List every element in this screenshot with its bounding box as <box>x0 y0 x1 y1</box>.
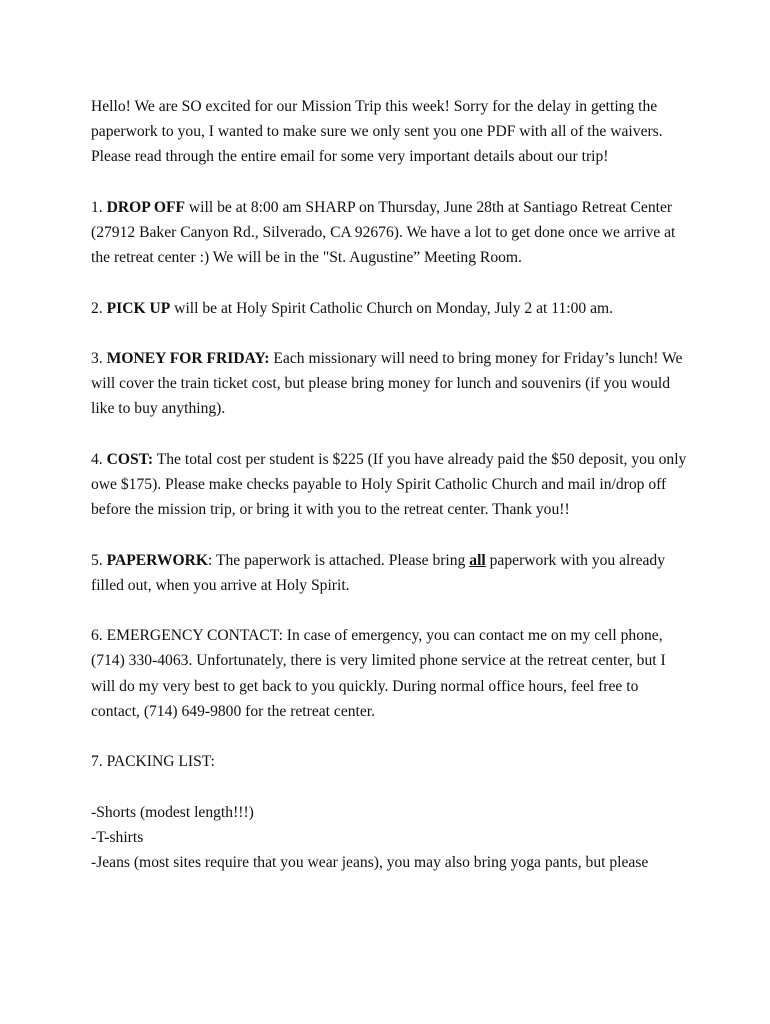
item-text: The total cost per student is $225 (If you have already paid the $50 deposit, you only owe $175). Please make checks payable to Holy Spirit Catholic Church and mail in/drop off before the mission trip, or bring it with you to the retreat center. Thank you!! <box>91 450 687 519</box>
item-drop-off <box>91 195 691 271</box>
item-text: : The paperwork is attached. Please bring <box>208 551 470 569</box>
item-text: EMERGENCY CONTACT: In case of emergency, you can contact me on my cell phone, (714) 330-4063. Unfortunately, there is very limited phone service at the retreat center, but I will do my very best to get back to you quickly. During normal office hours, feel free to contact, (714) 649-9800 for the retreat center. <box>91 627 666 720</box>
item-text: will be at Holy Spirit Catholic Church on Monday, July 2 at 11:00 am. <box>170 299 614 317</box>
item-label: COST: <box>106 450 154 468</box>
document-body <box>91 94 691 875</box>
item-label: PAPERWORK <box>106 551 208 569</box>
item-number: 1. <box>91 198 103 216</box>
item-text: paperwork with you already filled out, when you arrive at Holy Spirit. <box>91 551 666 594</box>
item-emergency-contact <box>91 623 691 724</box>
item-paperwork <box>91 548 691 598</box>
item-number: 6. <box>91 627 103 645</box>
item-label: DROP OFF <box>106 198 186 216</box>
item-cost <box>91 447 691 523</box>
item-money-for-friday <box>91 346 691 422</box>
packing-list-item: -Jeans (most sites require that you wear jeans), you may also bring yoga pants, but please <box>91 853 649 871</box>
item-number: 7. <box>91 753 103 771</box>
item-number: 5. <box>91 551 103 569</box>
item-text: Each missionary will need to bring money for Friday’s lunch! We will cover the train ticket cost, but please bring money for lunch and souvenirs (if you would like to buy anything). <box>91 349 683 418</box>
packing-list-item: -Shorts (modest length!!!) <box>91 803 254 821</box>
item-number: 3. <box>91 349 103 367</box>
item-number: 4. <box>91 450 103 468</box>
item-text: will be at 8:00 am SHARP on Thursday, June 28th at Santiago Retreat Center (27912 Baker Canyon Rd., Silverado, CA 92676). We have a lot to get done once we arrive at the retreat center :) We will be in the "St. Augustine” Meeting Room. <box>91 198 676 267</box>
item-label: PICK UP <box>106 299 171 317</box>
item-label: MONEY FOR FRIDAY: <box>106 349 270 367</box>
intro-paragraph: Hello! We are SO excited for our Mission Trip this week! Sorry for the delay in getting the paperwork to you, I wanted to make sure we only sent you one PDF with all of the waivers. Please read through the entire email for some very important details about our trip! <box>91 98 663 166</box>
item-packing-list <box>91 749 691 774</box>
item-emphasis: all <box>469 551 486 569</box>
packing-list-item: -T-shirts <box>91 828 144 846</box>
item-number: 2. <box>91 299 103 317</box>
item-text: PACKING LIST: <box>106 753 215 771</box>
item-pick-up <box>91 296 691 321</box>
